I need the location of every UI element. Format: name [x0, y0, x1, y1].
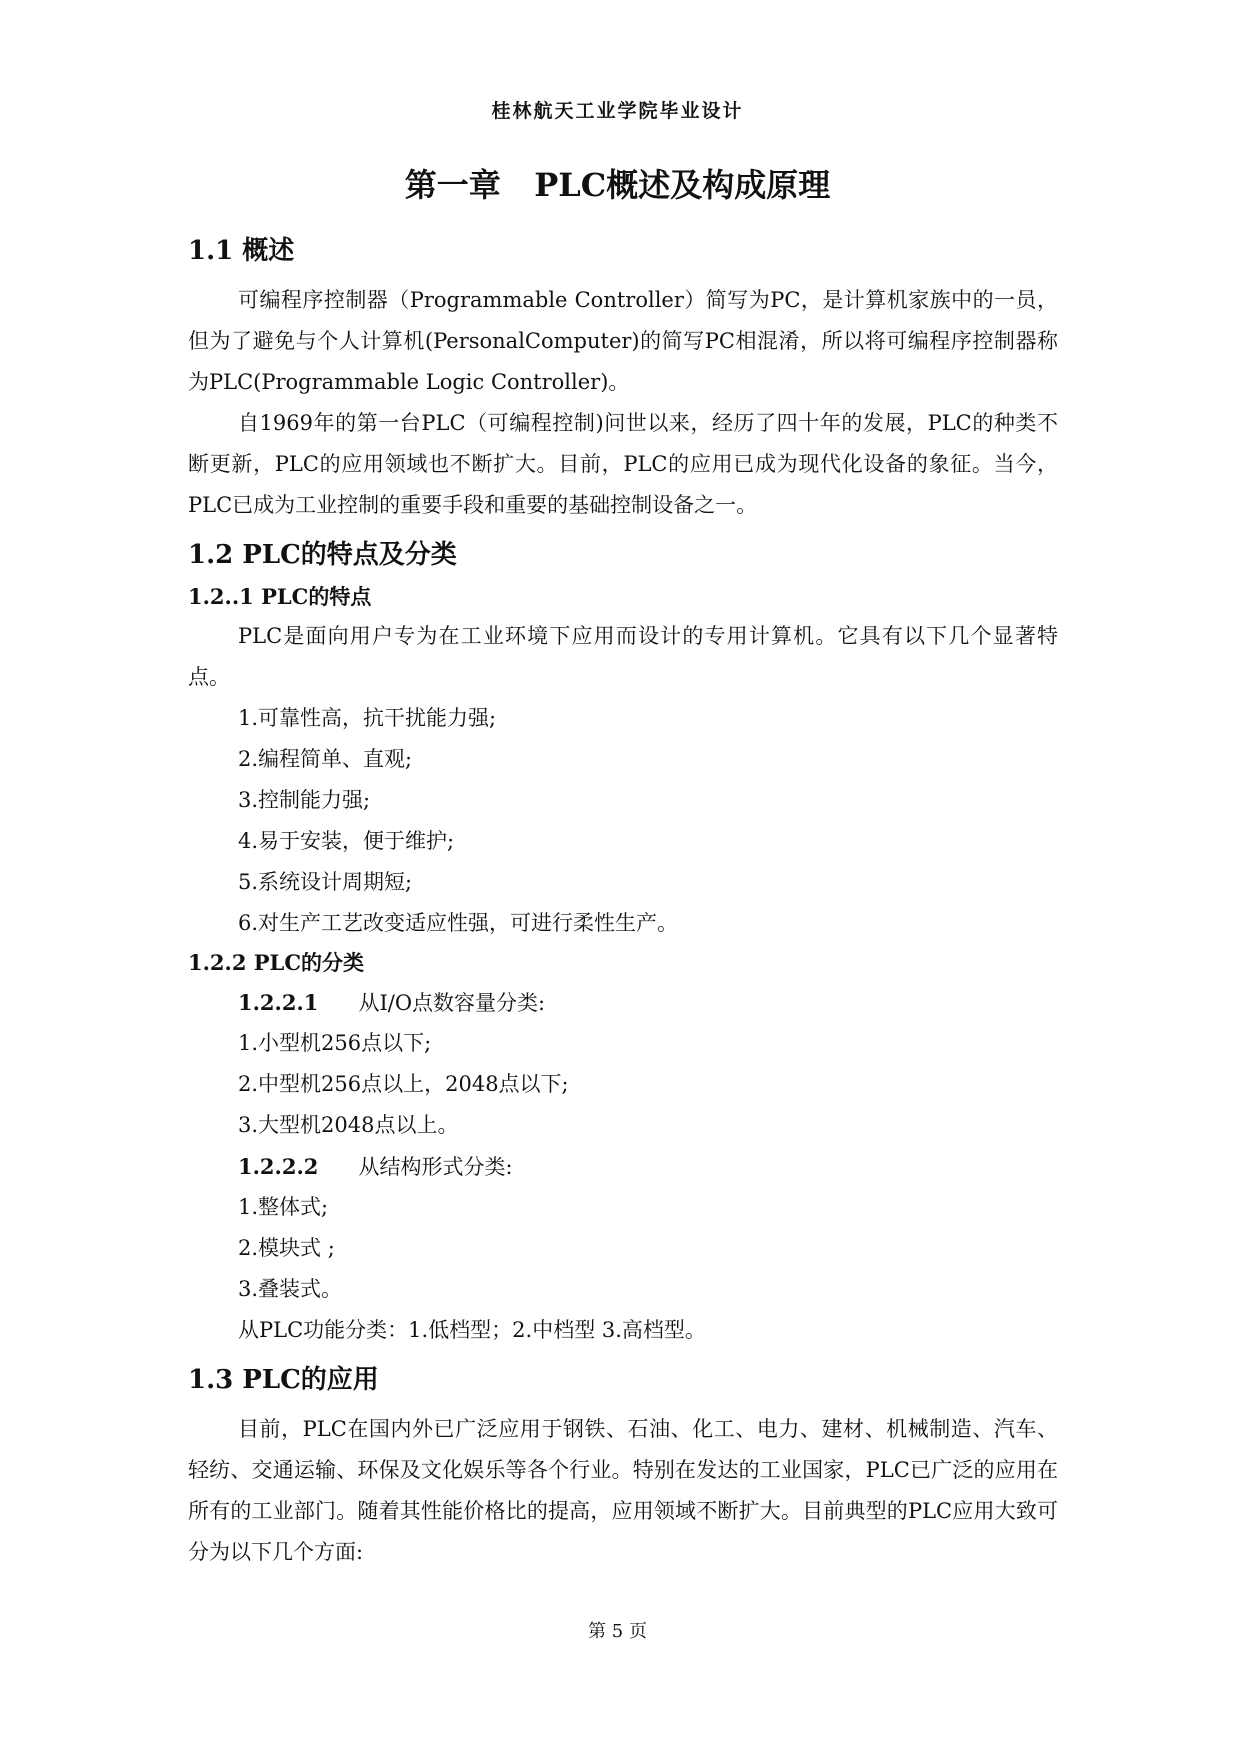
subsection-heading-1-2-1: 1.2..1 PLC的特点: [188, 584, 372, 609]
sub-heading-title: 从结构形式分类:: [358, 1155, 513, 1179]
list-item-io-class: 1.小型机256点以下;: [238, 1031, 432, 1055]
paragraph-applications: 目前，PLC在国内外已广泛应用于钢铁、石油、化工、电力、建材、机械制造、汽车、轻纺、交通运输、环保及文化娱乐等各个行业。特别在发达的工业国家，PLC已广泛的应用在所有的工业部门。随着其性能价格比的提高，应用领域不断扩大。目前典型的PLC应用大致可分为以下几个方面:: [188, 1417, 1058, 1564]
list-item-io-class: 3.大型机2048点以上。: [238, 1113, 459, 1137]
list-item-feature: 1.可靠性高，抗干扰能力强;: [238, 706, 497, 730]
body-content: [188, 228, 1058, 1573]
list-item-feature: 4.易于安装，便于维护;: [238, 829, 455, 853]
sub-heading-1-2-2-2: [188, 1146, 1058, 1187]
chapter-title: 第一章 PLC概述及构成原理: [404, 166, 831, 204]
list-item-structure-class: 2.模块式 ;: [238, 1236, 335, 1260]
sub-heading-title: 从I/O点数容量分类:: [358, 991, 546, 1015]
function-class-line: 从PLC功能分类：1.低档型；2.中档型 3.高档型。: [238, 1318, 706, 1342]
list-item-feature: 3.控制能力强;: [238, 788, 371, 812]
section-heading-1-2: 1.2 PLC的特点及分类: [188, 540, 457, 570]
paragraph-features-intro: PLC是面向用户专为在工业环境下应用而设计的专用计算机。它具有以下几个显著特点。: [188, 624, 1058, 689]
list-item-io-class: 2.中型机256点以上，2048点以下;: [238, 1072, 569, 1096]
list-item-structure-class: 3.叠装式。: [238, 1277, 343, 1301]
section-heading-1-3: 1.3 PLC的应用: [188, 1365, 379, 1395]
running-header: 桂林航天工业学院毕业设计: [491, 100, 744, 122]
page-number: 第 5 页: [588, 1621, 647, 1642]
list-item-feature: 5.系统设计周期短;: [238, 870, 413, 894]
list-item-structure-class: 1.整体式;: [238, 1195, 329, 1219]
paragraph-overview-1: 可编程序控制器（Programmable Controller）简写为PC，是计算机家族中的一员，但为了避免与个人计算机(PersonalComputer)的简写PC相混淆，所以将可编程序控制器称为PLC(Programmable Logic Controller)。: [188, 288, 1058, 394]
sub-heading-1-2-2-1: [188, 982, 1058, 1023]
list-item-feature: 6.对生产工艺改变适应性强，可进行柔性生产。: [238, 911, 679, 935]
sub-heading-number: 1.2.2.1: [238, 990, 319, 1015]
section-heading-1-1: 1.1 概述: [188, 236, 295, 266]
subsection-heading-1-2-2: 1.2.2 PLC的分类: [188, 950, 365, 975]
sub-heading-number: 1.2.2.2: [238, 1154, 319, 1179]
paragraph-overview-2: 自1969年的第一台PLC（可编程控制)问世以来，经历了四十年的发展，PLC的种类不断更新，PLC的应用领域也不断扩大。目前，PLC的应用已成为现代化设备的象征。当今，PLC已成为工业控制的重要手段和重要的基础控制设备之一。: [188, 411, 1058, 517]
list-item-feature: 2.编程简单、直观;: [238, 747, 413, 771]
